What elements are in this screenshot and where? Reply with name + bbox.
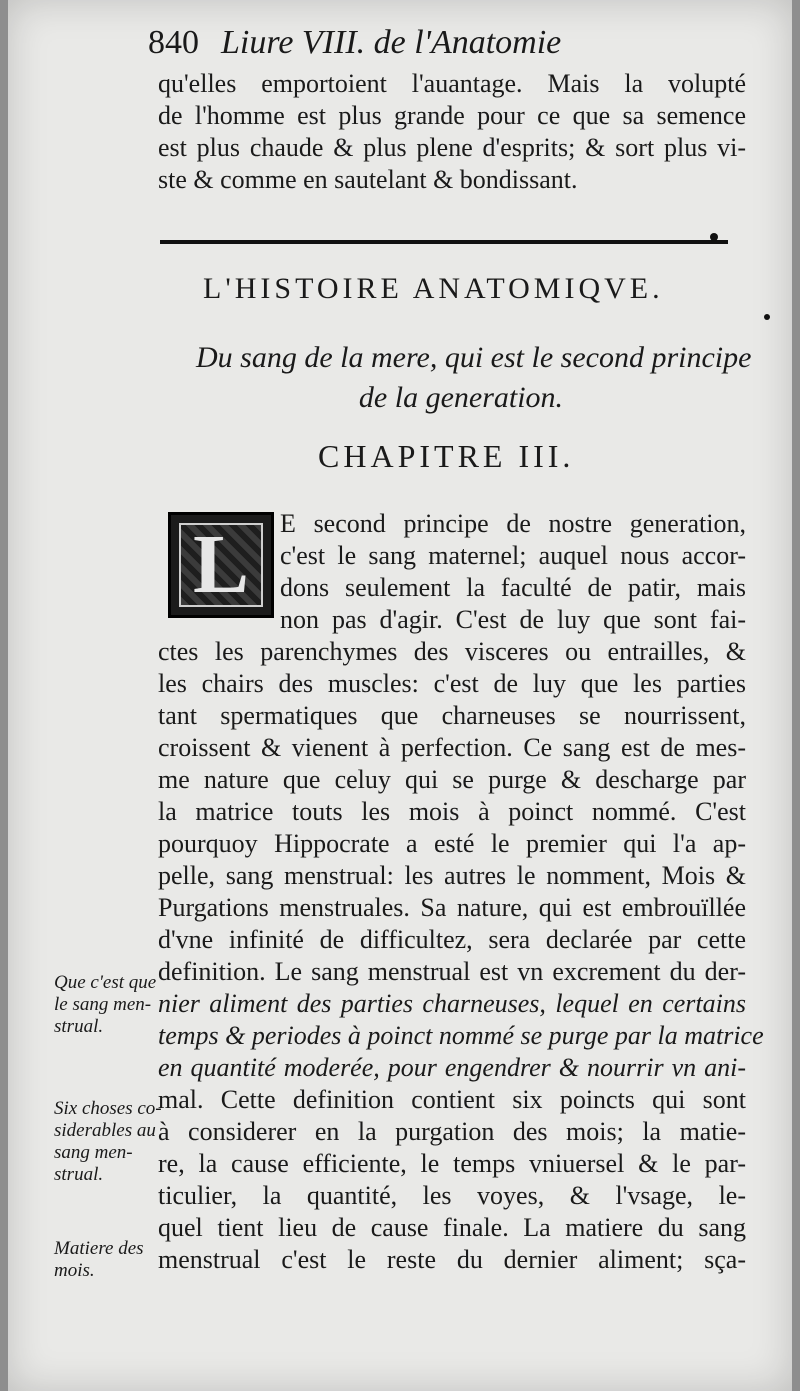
- text-line: quel tient lieu de cause finale. La matiere du sang: [158, 1213, 746, 1242]
- text-line: croissent & vienent à perfection. Ce sang est de mes-: [158, 733, 746, 762]
- margin-note-line: strual.: [54, 1164, 104, 1185]
- text-line: les chairs des muscles: c'est de luy que les parties: [158, 669, 746, 698]
- subtitle-line: de la generation.: [358, 381, 564, 414]
- chapter-body: [158, 508, 764, 1276]
- text-line: la matrice touts les mois à poinct nommé. C'est: [158, 797, 746, 826]
- book-page: [8, 0, 792, 1391]
- text-line: me nature que celuy qui se purge & descharge par: [158, 765, 746, 794]
- section-title: L'HISTOIRE ANATOMIQVE.: [203, 272, 664, 305]
- text-line: de l'homme est plus grande pour ce que sa semence: [158, 101, 746, 130]
- margin-note-line: Matiere des: [54, 1238, 144, 1259]
- text-line: d'vne infinité de difficultez, sera declarée par cette: [158, 925, 746, 954]
- chapter-heading: CHAPITRE III.: [318, 438, 575, 474]
- text-line: pelle, sang menstrual: les autres le nomment, Mois &: [158, 861, 746, 890]
- text-line: est plus chaude & plus plene d'esprits; & sort plus vi-: [158, 133, 746, 162]
- text-line: mal. Cette definition contient six poincts qui sont: [158, 1085, 746, 1114]
- margin-note: [54, 1098, 162, 1186]
- text-line: definition. Le sang menstrual est vn excrement du der-: [158, 957, 746, 986]
- ink-speck: [764, 314, 770, 320]
- margin-note: [54, 972, 162, 1038]
- text-line: tant spermatiques que charneuses se nourrissent,: [158, 701, 746, 730]
- text-line: temps & periodes à poinct nommé se purge par la matrice: [158, 1021, 764, 1050]
- text-line: en quantité moderée, pour engendrer & nourrir vn ani-: [158, 1053, 746, 1082]
- text-line: pourquoy Hippocrate a esté le premier qui l'a ap-: [158, 829, 746, 858]
- margin-note-line: Six choses co-: [54, 1098, 162, 1119]
- text-line: qu'elles emportoient l'auantage. Mais la volupté: [158, 69, 746, 98]
- margin-note-line: le sang men-: [54, 994, 152, 1015]
- text-line: menstrual c'est le reste du dernier aliment; sça-: [158, 1245, 746, 1274]
- text-line: nier aliment des parties charneuses, lequel en certains: [158, 989, 746, 1018]
- margin-note-line: strual.: [54, 1016, 104, 1037]
- text-line: E second principe de nostre generation,: [280, 509, 746, 538]
- text-line: ticulier, la quantité, les voyes, & l'vsage, le-: [158, 1181, 746, 1210]
- text-line: re, la cause efficiente, le temps vniuersel & le par-: [158, 1149, 746, 1178]
- section-divider: [160, 240, 728, 244]
- text-line: Purgations menstruales. Sa nature, qui est embrouïllée: [158, 893, 746, 922]
- margin-note-line: Que c'est que: [54, 972, 157, 993]
- margin-note-line: sang men-: [54, 1142, 133, 1163]
- page-number: 840: [148, 24, 199, 61]
- text-line: à considerer en la purgation des mois; la matie-: [158, 1117, 746, 1146]
- drop-cap-letter: L: [192, 518, 250, 611]
- margin-note-line: siderables au: [54, 1120, 156, 1141]
- intro-paragraph: [158, 68, 746, 196]
- text-line: ctes les parenchymes des visceres ou entrailles, &: [158, 637, 746, 666]
- running-head: Liure VIII. de l'Anatomie: [221, 24, 562, 61]
- margin-note: [54, 1238, 162, 1282]
- subtitle-line: Du sang de la mere, qui est le second principe: [196, 341, 752, 374]
- margin-note-line: mois.: [54, 1260, 95, 1281]
- ink-speck: [710, 233, 718, 241]
- page-header: [148, 24, 668, 62]
- text-line: dons seulement la faculté de patir, mais: [280, 573, 746, 602]
- chapter-subtitle: [196, 338, 752, 418]
- text-line: c'est le sang maternel; auquel nous accor-: [280, 541, 746, 570]
- text-line: ste & comme en sautelant & bondissant.: [158, 165, 578, 194]
- text-line: non pas d'agir. C'est de luy que sont fai-: [280, 605, 746, 634]
